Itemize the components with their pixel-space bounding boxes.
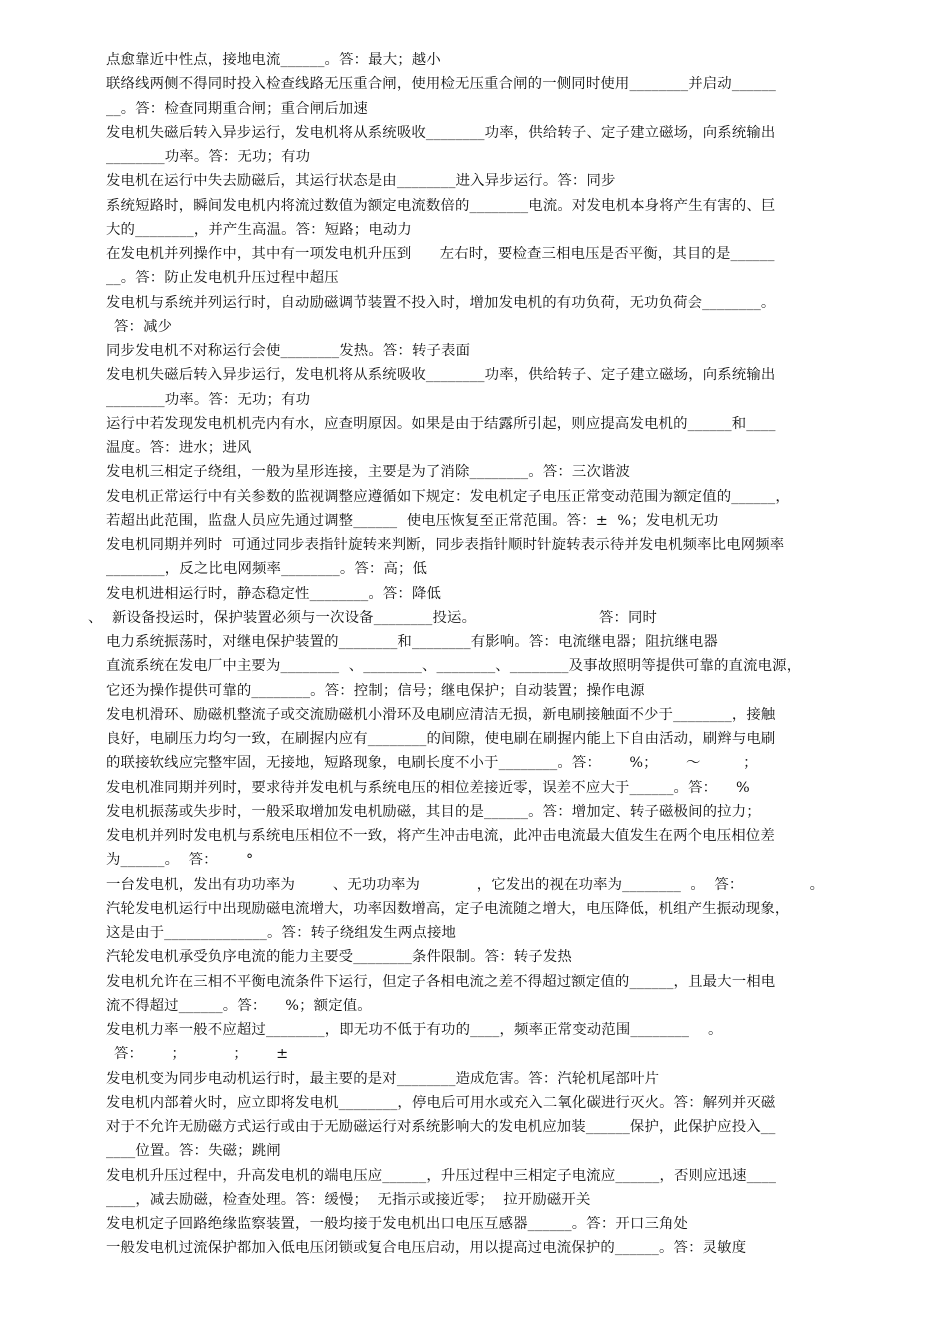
text-line: 发电机变为同步电动机运行时，最主要的是对________造成危害。答：汽轮机尾部叶片 <box>106 1070 660 1087</box>
text-line: __。答：检查同期重合闸；重合闸后加速 <box>106 100 368 117</box>
text-line: 发电机振荡或失步时，一般采取增加发电机励磁，其目的是______。答：增加定、转子磁极间的拉力； <box>106 803 761 820</box>
text-line: 流不得超过______。答： %；额定值。 <box>106 997 372 1014</box>
text-line: 一般发电机过流保护都加入低电压闭锁或复合电压启动，用以提高过电流保护的______。答：灵敏度 <box>106 1240 747 1257</box>
text-line: 发电机在运行中失去励磁后，其运行状态是由________进入异步运行。答：同步 <box>106 173 616 190</box>
document-page <box>0 48 950 1261</box>
text-line: 发电机与系统并列运行时，自动励磁调节装置不投入时，增加发电机的有功负荷，无功负荷会________。 <box>106 294 776 311</box>
text-line: 发电机同期并列时 可通过同步表指针旋转来判断，同步表指针顺时针旋转表示待并发电机频率比电网频率 <box>106 537 785 553</box>
text-line: 发电机滑环、励磁机整流子或交流励磁机小滑环及电刷应清洁无损，新电刷接触面不少于________，接触 <box>106 706 776 723</box>
text-line: 良好，电刷压力均匀一致，在刷握内应有________的间隙，使电刷在刷握内能上下自由活动，刷辫与电刷 <box>106 731 776 747</box>
text-line: ________，反之比电网频率________。答：高；低 <box>106 561 428 578</box>
text-line: 发电机失磁后转入异步运行，发电机将从系统吸收________功率，供给转子、定子建立磁场，向系统输出 <box>106 124 776 141</box>
text-line: 一台发电机，发出有功功率为 、无功功率为 ，它发出的视在功率为________ 。 答： 。 <box>106 876 825 893</box>
text-line: ____，减去励磁，检查处理。答：缓慢； 无指示或接近零； 拉开励磁开关 <box>106 1191 591 1208</box>
text-line: 发电机失磁后转入异步运行，发电机将从系统吸收________功率，供给转子、定子建立磁场，向系统输出 <box>106 367 776 384</box>
text-line: 发电机定子回路绝缘监察装置，一般均接于发电机出口电压互感器______。答：开口三角处 <box>106 1216 689 1232</box>
text-line: 的联接软线应完整牢固，无接地，短路现象，电刷长度不小于________。答： %； ～ ； <box>106 755 758 772</box>
text-line: ________功率。答：无功；有功 <box>106 391 311 408</box>
text-line: 在发电机并列操作中，其中有一项发电机升压到 左右时，要检查三相电压是否平衡，其目的是______ <box>106 246 775 262</box>
text-line: 发电机准同期并列时，要求待并发电机与系统电压的相位差接近零，误差不应大于______。答： % <box>106 779 750 796</box>
text-line: 联络线两侧不得同时投入检查线路无压重合闸，使用检无压重合闸的一侧同时使用________并启动______ <box>106 76 776 93</box>
text-line: 运行中若发现发电机机壳内有水，应查明原因。如果是由于结露所引起，则应提高发电机的______和____ <box>106 415 776 432</box>
text-line: 为______。 答： ° <box>106 852 254 869</box>
text-line: 若超出此范围，监盘人员应先通过调整______ 使电压恢复至正常范围。答：± %；发电机无功 <box>106 512 719 529</box>
text-line: 它还为操作提供可靠的________。答：控制；信号；继电保护；自动装置；操作电源 <box>106 682 645 699</box>
text-line: 系统短路时，瞬间发电机内将流过数值为额定电流数倍的________电流。对发电机本身将产生有害的、巨 <box>106 197 776 214</box>
text-line: 发电机内部着火时，应立即将发电机________，停电后可用水或充入二氧化碳进行灭火。答：解列并灭磁 <box>106 1094 776 1111</box>
text-line: 发电机并列时发电机与系统电压相位不一致，将产生冲击电流，此冲击电流最大值发生在两个电压相位差 <box>106 828 775 844</box>
text-line: 大的________，并产生高温。答：短路；电动力 <box>106 221 412 238</box>
text-line: 发电机升压过程中，升高发电机的端电压应______，升压过程中三相定子电流应______，否则应迅速____ <box>106 1167 777 1184</box>
text-line: 发电机允许在三相不平衡电流条件下运行，但定子各相电流之差不得超过额定值的______，且最大一相电 <box>106 973 776 990</box>
text-line: 同步发电机不对称运行会使________发热。答：转子表面 <box>106 343 471 359</box>
text-line: ____位置。答：失磁；跳闸 <box>106 1143 281 1160</box>
text-line: 汽轮发电机运行中出现励磁电流增大，功率因数增高，定子电流随之增大，电压降低，机组产生振动现象， <box>106 900 790 917</box>
text-line: 答：减少 <box>114 318 173 335</box>
text-line: 点愈靠近中性点，接地电流______。答：最大；越小 <box>106 52 441 68</box>
text-line: 发电机进相运行时，静态稳定性________。答：降低 <box>106 585 442 602</box>
text-line: 发电机三相定子绕组，一般为星形连接，主要是为了消除________。答：三次谐波 <box>106 464 631 481</box>
text-line: 直流系统在发电厂中主要为________ 、________、________、________及事故照明等提供可靠的直流电源， <box>106 658 802 675</box>
text-line: 电力系统振荡时，对继电保护装置的________和________有影响。答：电流继电器；阻抗继电器 <box>106 634 718 650</box>
text-line: 温度。答：进水；进风 <box>106 440 252 456</box>
text-line: __。答：防止发电机升压过程中超压 <box>106 270 339 287</box>
text-line: 、 新设备投运时，保护装置必须与一次设备________投运。 答：同时 <box>88 609 658 626</box>
text-line: 汽轮发电机承受负序电流的能力主要受________条件限制。答：转子发热 <box>106 949 572 966</box>
text-line: 对于不允许无励磁方式运行或由于无励磁运行对系统影响大的发电机应加装______保护，此保护应投入__ <box>106 1119 776 1135</box>
text-line: ________功率。答：无功；有功 <box>106 149 311 165</box>
text-line: 发电机力率一般不应超过________，即无功不低于有功的____，频率正常变动范围________ 。 <box>106 1022 723 1038</box>
text-line: 答： ； ； ± <box>114 1046 289 1063</box>
text-line: 发电机正常运行中有关参数的监视调整应遵循如下规定：发电机定子电压正常变动范围为额定值的______， <box>106 488 790 505</box>
text-line: 这是由于______________。答：转子绕组发生两点接地 <box>106 925 457 941</box>
